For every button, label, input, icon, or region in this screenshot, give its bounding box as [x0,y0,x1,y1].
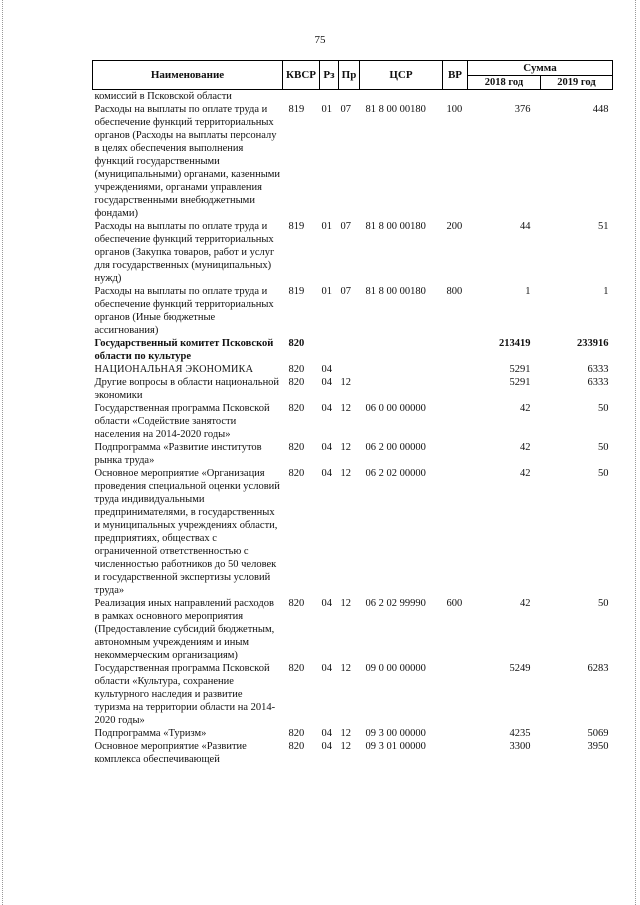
row-vr [443,662,468,727]
row-kvsr: 820 [288,468,305,479]
row-sum-2019: 6333 [587,364,609,375]
row-vr [443,363,468,376]
header-year-2018: 2018 год [468,76,541,90]
row-sum-2018: 42 [520,598,531,609]
row-sum-2018: 5291 [509,364,531,375]
row-sum-2019: 3950 [587,741,609,752]
page-number: 75 [314,34,326,46]
header-kvsr: КВСР [283,61,320,90]
row-kvsr: 819 [288,286,305,297]
row-rz: 04 [321,663,332,674]
row-rz: 04 [321,364,332,375]
budget-table [92,60,613,766]
table-row [93,337,613,363]
row-kvsr: 820 [288,741,305,752]
row-csr: 09 0 00 00000 [365,663,426,674]
row-csr: 06 2 02 00000 [365,468,426,479]
row-name: Реализация иных направлений расходов в рамках основного мероприятия (Предоставление субсидий бюджетным, автономным учреждениям и иным некоммерческим организациям) [94,598,275,661]
header-vr: ВР [443,61,468,90]
row-rz: 04 [321,377,332,388]
row-rz: 01 [321,104,332,115]
row-sum-2018: 376 [514,104,531,115]
row-name: Государственная программа Псковской области «Содействие занятости населения на 2014-2020 годы» [94,403,270,440]
row-sum-2018: 44 [520,221,531,232]
row-pr: 12 [340,442,351,453]
row-name: Подпрограмма «Туризм» [94,728,207,739]
row-pr: 12 [340,403,351,414]
row-csr: 81 8 00 00180 [365,221,426,232]
row-pr: 12 [340,377,351,388]
table-row [93,220,613,285]
row-sum-2019: 50 [598,468,609,479]
row-csr: 06 2 02 99990 [365,598,426,609]
row-pr: 12 [340,741,351,752]
row-name: Другие вопросы в области национальной экономики [94,377,280,401]
row-pr: 07 [340,221,351,232]
row-rz [320,337,339,363]
table-row [93,103,613,220]
row-pr: 12 [340,598,351,609]
row-csr: 06 0 00 00000 [365,403,426,414]
row-rz: 04 [321,741,332,752]
row-sum-2018: 42 [520,468,531,479]
row-sum-2019: 1 [603,286,609,297]
row-vr [443,337,468,363]
row-sum-2018: 5291 [509,377,531,388]
row-vr [443,90,468,104]
table-row [93,662,613,727]
row-vr: 100 [446,104,463,115]
row-pr: 07 [340,104,351,115]
header-name: Наименование [93,61,283,90]
row-vr [443,402,468,441]
row-kvsr: 820 [288,403,305,414]
row-sum-2018 [468,90,541,104]
row-kvsr: 820 [288,377,305,388]
row-kvsr: 819 [288,104,305,115]
row-sum-2018: 4235 [509,728,531,739]
row-sum-2019: 50 [598,403,609,414]
row-kvsr: 820 [288,728,305,739]
row-pr: 12 [340,728,351,739]
scan-right-edge [635,0,637,905]
row-rz [320,90,339,104]
row-sum-2019: 6283 [587,663,609,674]
header-sum: Сумма [468,61,613,76]
row-vr [443,727,468,740]
row-pr: 12 [340,468,351,479]
row-sum-2018: 42 [520,403,531,414]
row-kvsr: 820 [288,663,305,674]
row-sum-2019: 5069 [587,728,609,739]
row-name: Расходы на выплаты по оплате труда и обеспечение функций территориальных органов (Закупка товаров, работ и услуг для государственных (муниципальных) нужд) [94,221,275,284]
row-kvsr: 820 [288,338,305,349]
row-csr: 09 3 01 00000 [365,741,426,752]
row-pr [339,337,360,363]
row-sum-2019: 50 [598,442,609,453]
row-name: НАЦИОНАЛЬНАЯ ЭКОНОМИКА [94,364,254,375]
table-row [93,740,613,766]
row-csr [360,376,443,402]
header-pr: Пр [339,61,360,90]
row-rz: 04 [321,403,332,414]
row-pr [339,90,360,104]
row-vr [443,467,468,597]
row-csr [360,337,443,363]
row-kvsr: 820 [288,364,305,375]
table-row [93,597,613,662]
row-pr: 07 [340,286,351,297]
row-sum-2019: 50 [598,598,609,609]
row-sum-2019: 233916 [577,338,609,349]
row-csr [360,363,443,376]
row-vr [443,441,468,467]
row-sum-2018: 3300 [509,741,531,752]
table-row [93,363,613,376]
row-csr: 09 3 00 00000 [365,728,426,739]
row-kvsr: 820 [288,598,305,609]
row-rz: 04 [321,442,332,453]
table-header [93,61,613,90]
header-year-2019: 2019 год [541,76,613,90]
row-vr: 200 [446,221,463,232]
row-name: Подпрограмма «Развитие институтов рынка труда» [94,442,262,466]
row-rz: 04 [321,598,332,609]
row-rz: 01 [321,286,332,297]
table-row [93,727,613,740]
row-vr [443,740,468,766]
row-name: Основное мероприятие «Организация проведения специальной оценки условий труда индивидуальными предпринимателями, в государственных и муниципальных учреждениях области, предприятиях, обществах с ограниченной ответственностью с численностью работников до 50 человек и государственной экспертизы условий труда» [94,468,280,596]
row-pr: 12 [340,663,351,674]
row-rz: 04 [321,468,332,479]
row-kvsr [283,90,320,104]
row-sum-2018: 42 [520,442,531,453]
header-rz: Рз [320,61,339,90]
row-csr [360,90,443,104]
table-row [93,90,613,104]
table-row [93,441,613,467]
row-pr [339,363,360,376]
row-name: Расходы на выплаты по оплате труда и обеспечение функций территориальных органов (Расходы на выплаты персоналу в целях обеспечения выполнения функций государственными (муниципальными) органами, казенными учреждениями, органами управления государственными внебюджетными фондами) [94,104,281,219]
table-row [93,467,613,597]
row-kvsr: 820 [288,442,305,453]
table-body [93,90,613,767]
table-row [93,402,613,441]
scan-left-edge [2,0,4,905]
row-sum-2018: 213419 [499,338,531,349]
row-sum-2019: 6333 [587,377,609,388]
row-name: Государственная программа Псковской области «Культура, сохранение культурного наследия и развитие туризма на территории области на 2014-2020 годы» [94,663,276,726]
table-row [93,376,613,402]
row-csr: 81 8 00 00180 [365,286,426,297]
row-sum-2018: 1 [525,286,531,297]
row-vr: 800 [446,286,463,297]
row-sum-2019: 448 [592,104,609,115]
row-name: Государственный комитет Псковской области по культуре [94,338,274,362]
row-kvsr: 819 [288,221,305,232]
row-vr: 600 [446,598,463,609]
row-name: Расходы на выплаты по оплате труда и обеспечение функций территориальных органов (Иные бюджетные ассигнования) [94,286,274,336]
row-name: комиссий в Псковской области [94,91,232,102]
row-sum-2018: 5249 [509,663,531,674]
row-rz: 01 [321,221,332,232]
row-sum-2019: 51 [598,221,609,232]
row-sum-2019 [541,90,613,104]
table-row [93,285,613,337]
row-csr: 81 8 00 00180 [365,104,426,115]
row-csr: 06 2 00 00000 [365,442,426,453]
row-name: Основное мероприятие «Развитие комплекса обеспечивающей [94,741,247,765]
row-rz: 04 [321,728,332,739]
header-csr: ЦСР [360,61,443,90]
row-vr [443,376,468,402]
